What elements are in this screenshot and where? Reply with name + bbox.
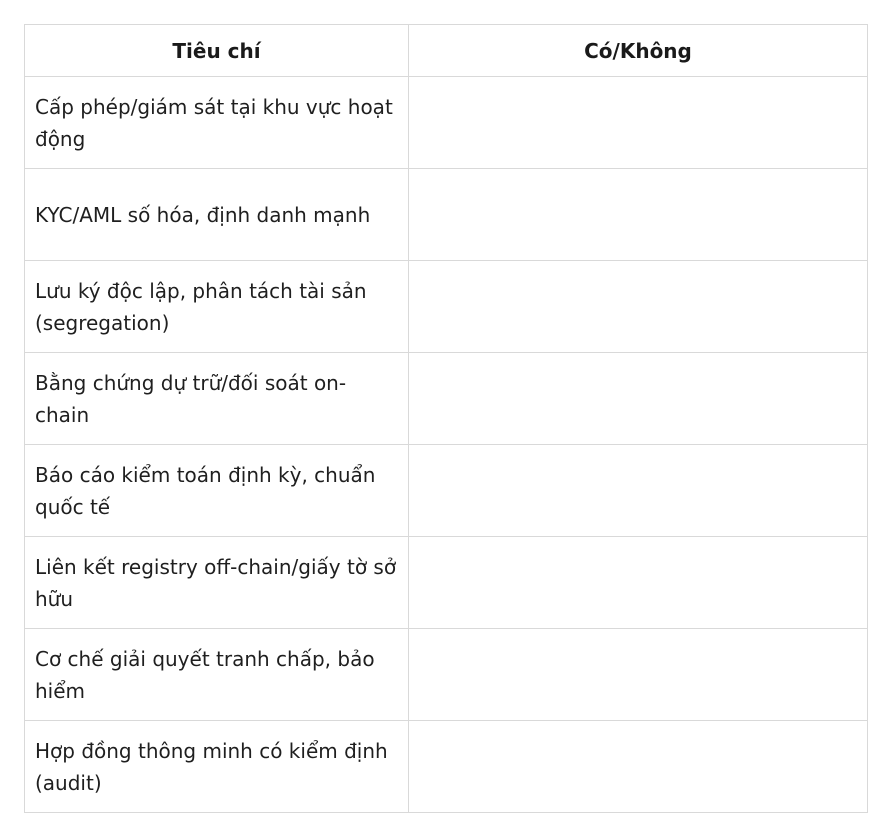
table-row <box>25 169 868 261</box>
table-row <box>25 537 868 629</box>
answer-cell[interactable] <box>409 721 868 813</box>
answer-cell[interactable] <box>409 445 868 537</box>
criterion-cell: Bằng chứng dự trữ/đối soát on-chain <box>25 353 409 445</box>
header-yes-no: Có/Không <box>409 25 868 77</box>
table-row <box>25 721 868 813</box>
header-row <box>25 25 868 77</box>
criterion-cell: Liên kết registry off-chain/giấy tờ sở hữu <box>25 537 409 629</box>
table-body <box>25 77 868 813</box>
answer-cell[interactable] <box>409 77 868 169</box>
header-criterion: Tiêu chí <box>25 25 409 77</box>
criteria-table <box>24 24 868 813</box>
answer-cell[interactable] <box>409 353 868 445</box>
answer-cell[interactable] <box>409 537 868 629</box>
criterion-cell: Báo cáo kiểm toán định kỳ, chuẩn quốc tế <box>25 445 409 537</box>
criterion-cell: KYC/AML số hóa, định danh mạnh <box>25 169 409 261</box>
table-row <box>25 629 868 721</box>
table-row <box>25 261 868 353</box>
criterion-cell: Lưu ký độc lập, phân tách tài sản (segregation) <box>25 261 409 353</box>
criterion-cell: Cơ chế giải quyết tranh chấp, bảo hiểm <box>25 629 409 721</box>
criterion-cell: Hợp đồng thông minh có kiểm định (audit) <box>25 721 409 813</box>
answer-cell[interactable] <box>409 261 868 353</box>
answer-cell[interactable] <box>409 629 868 721</box>
document-sheet <box>24 24 868 813</box>
criterion-cell: Cấp phép/giám sát tại khu vực hoạt động <box>25 77 409 169</box>
table-row <box>25 353 868 445</box>
answer-cell[interactable] <box>409 169 868 261</box>
table-header <box>25 25 868 77</box>
table-row <box>25 445 868 537</box>
table-row <box>25 77 868 169</box>
